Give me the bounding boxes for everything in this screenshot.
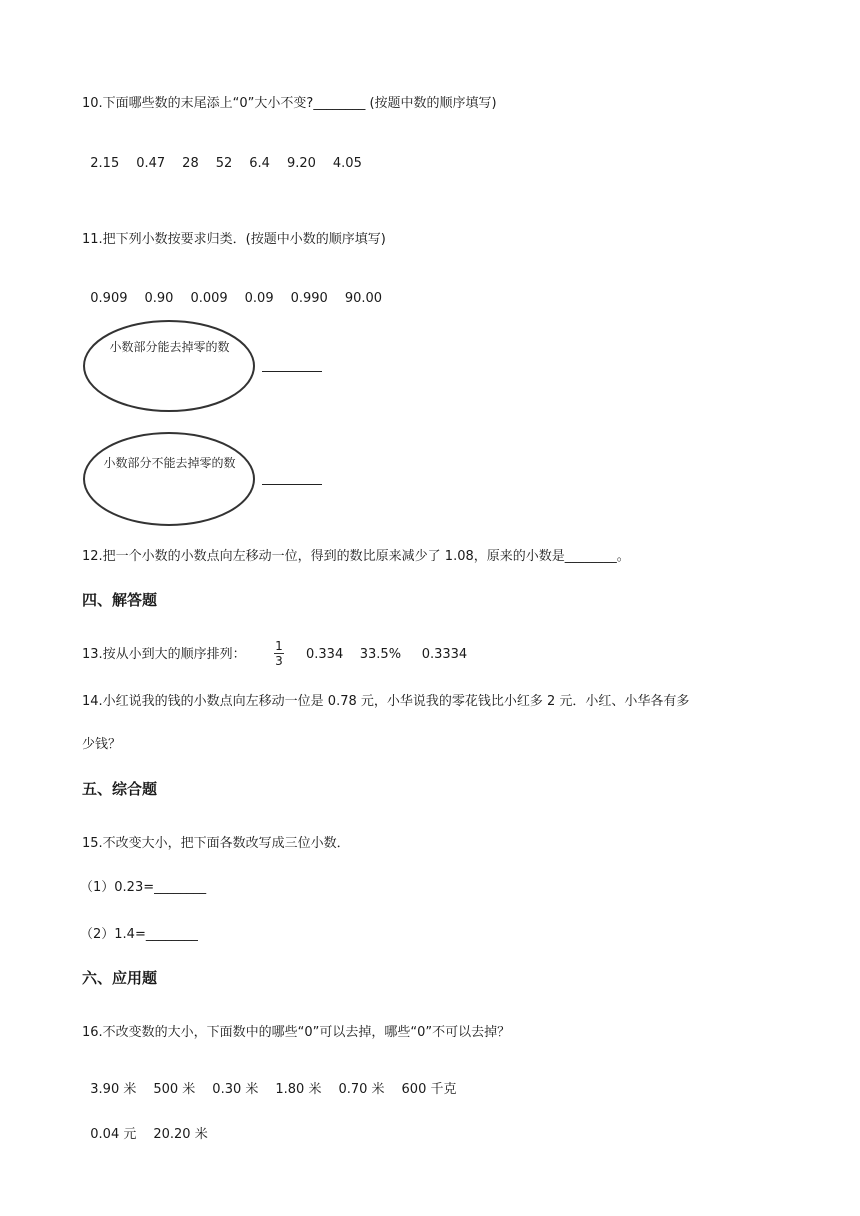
fraction-denominator: 3 [275, 654, 283, 668]
section-heading: 五、综合题 [82, 780, 158, 798]
question-14-line2: 少钱？ [82, 737, 122, 752]
question-13-values: 0.334 33.5% 0.3334 [306, 647, 468, 662]
quantity-item: 20.20 米 [153, 1127, 208, 1142]
question-11-text: 11.把下列小数按要求归类．(按题中小数的顺序填写) [82, 232, 386, 247]
number-item: 0.990 [290, 291, 328, 306]
question-14-line1: 14.小红说我的钱的小数点向左移动一位是 0.78 元，小华说我的零花钱比小红多 2 元．小红、小华各有多 [82, 694, 690, 709]
number-item: 28 [182, 156, 199, 171]
category-oval-removable [82, 318, 257, 413]
number-item: 90.00 [344, 291, 383, 306]
question-15-text: 15.不改变大小，把下面各数改写成三位小数． [82, 836, 350, 851]
question-15-sub1: （1）0.23=________ [80, 880, 207, 895]
quantity-item: 500 米 [153, 1082, 196, 1097]
quantity-item: 0.30 米 [212, 1082, 259, 1097]
quantity-item: 600 千克 [401, 1082, 457, 1097]
number-item: 0.909 [90, 291, 128, 306]
question-16-text: 16.不改变数的大小，下面数中的哪些“0”可以去掉，哪些“0”不可以去掉？ [82, 1025, 511, 1040]
quantity-item: 3.90 米 [90, 1082, 137, 1097]
answer-blank[interactable] [262, 371, 322, 372]
question-16-row1 [82, 1070, 473, 1096]
question-13-text: 13.按从小到大的顺序排列： [82, 647, 246, 662]
category-oval-not-removable [82, 430, 257, 527]
number-item: 9.20 [286, 156, 316, 171]
number-item: 4.05 [332, 156, 362, 171]
number-item: 52 [215, 156, 233, 171]
section-heading: 四、解答题 [82, 591, 158, 609]
number-item: 0.90 [144, 291, 174, 306]
number-item: 0.009 [190, 291, 228, 306]
number-item: 0.47 [136, 156, 166, 171]
question-10-text: 10.下面哪些数的末尾添上“0”大小不变?________ (按题中数的顺序填写) [82, 96, 497, 111]
number-item: 6.4 [249, 156, 270, 171]
number-item: 0.09 [244, 291, 274, 306]
quantity-item: 0.70 米 [338, 1082, 385, 1097]
fraction-one-third [274, 640, 284, 667]
question-15-sub2: （2）1.4=________ [80, 927, 198, 942]
question-12-text: 12.把一个小数的小数点向左移动一位，得到的数比原来减少了 1.08，原来的小数是________。 [82, 549, 630, 564]
section-heading: 六、应用题 [82, 969, 158, 987]
quantity-item: 1.80 米 [275, 1082, 322, 1097]
quantity-item: 0.04 元 [90, 1127, 137, 1142]
number-item: 2.15 [90, 156, 120, 171]
question-10-numbers [82, 144, 379, 170]
fraction-numerator: 1 [275, 639, 283, 653]
question-16-row2 [82, 1115, 225, 1141]
answer-blank[interactable] [262, 484, 322, 485]
oval-label: 小数部分不能去掉零的数 [103, 456, 236, 470]
oval-label: 小数部分能去掉零的数 [109, 340, 230, 354]
question-11-numbers [82, 279, 399, 305]
